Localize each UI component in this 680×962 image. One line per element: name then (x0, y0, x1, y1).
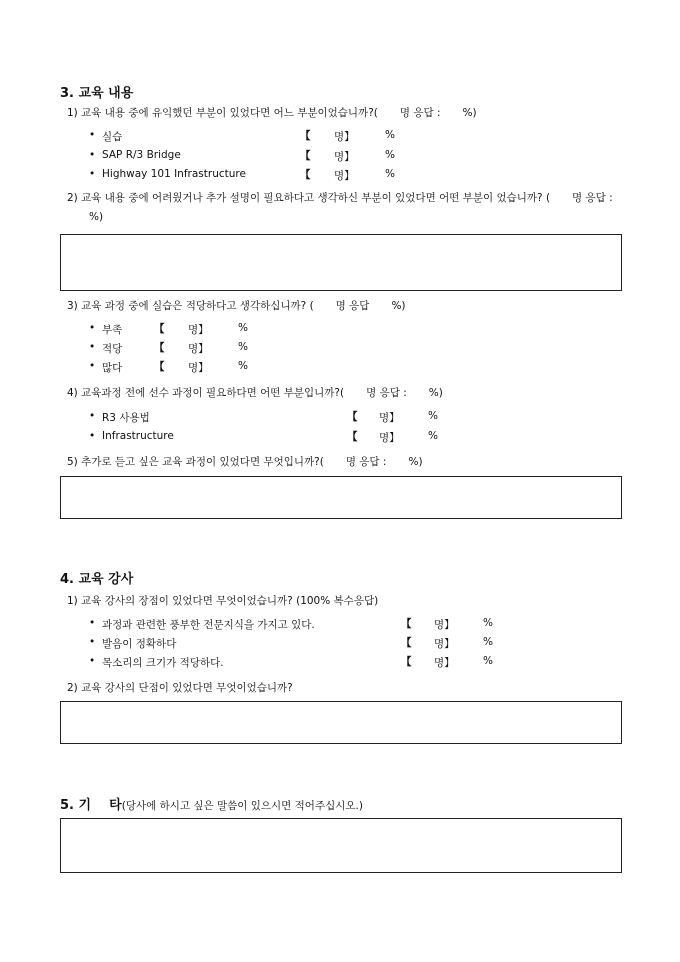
unit: 명】 (334, 170, 355, 182)
open-bracket: 【 (154, 342, 165, 354)
bullet: • (89, 322, 96, 334)
bullet: • (89, 129, 96, 141)
unit: 명】 (379, 412, 400, 424)
unit: 명】 (434, 638, 455, 650)
s3-question-5 (67, 454, 423, 469)
open-bracket: 【 (300, 150, 311, 162)
item-label: 부족 (102, 324, 123, 336)
q-mid: 명 응답 : (345, 456, 387, 468)
unit: 명】 (188, 343, 209, 355)
percent: % (428, 410, 438, 422)
bullet: • (89, 360, 96, 372)
q-prefix: 4) 교육과정 전에 선수 과정이 필요하다면 어떤 부분입니까?( (67, 387, 345, 399)
s3-question-4 (67, 385, 443, 400)
section-5-title (60, 794, 363, 813)
q-mid: 명 응답 : (366, 387, 407, 399)
s5-answer-box[interactable] (60, 818, 622, 873)
item-label: 과정과 관련한 풍부한 전문지식을 가지고 있다. (102, 619, 315, 631)
percent: % (483, 655, 493, 667)
percent: % (238, 341, 248, 353)
q-suffix: %) (408, 456, 423, 468)
bullet: • (89, 149, 96, 161)
percent: % (238, 322, 248, 334)
unit: 명】 (379, 432, 400, 444)
q-prefix: 5) 추가로 듣고 싶은 교육 과정이 있었다면 무엇입니까?( (67, 456, 324, 468)
bullet: • (89, 617, 96, 629)
bullet: • (89, 430, 96, 442)
q-suffix: %) (462, 107, 477, 119)
section-4-title: 4. 교육 강사 (60, 572, 134, 587)
q-suffix: %) (391, 300, 406, 312)
s4-question-2: 2) 교육 강사의 단점이 있었다면 무엇이었습니까? (67, 682, 293, 694)
bullet: • (89, 410, 96, 422)
open-bracket: 【 (401, 637, 412, 649)
open-bracket: 【 (300, 130, 311, 142)
percent: % (385, 168, 395, 180)
open-bracket: 【 (300, 169, 311, 181)
q-prefix: 2) 교육 내용 중에 어려웠거나 추가 설명이 필요하다고 생각하신 부분이 있었다면 어떤 부분이 었습니까? ( (67, 192, 551, 204)
bullet: • (89, 168, 96, 180)
open-bracket: 【 (401, 618, 412, 630)
section-3-title: 3. 교육 내용 (60, 86, 134, 101)
percent: % (385, 129, 395, 141)
q-prefix: 1) 교육 내용 중에 유익했던 부분이 있었다면 어느 부분이었습니까?( (67, 107, 378, 119)
percent: % (238, 360, 248, 372)
open-bracket: 【 (347, 431, 358, 443)
s3-q5-answer-box[interactable] (60, 476, 622, 519)
unit: 명】 (434, 619, 455, 631)
open-bracket: 【 (154, 323, 165, 335)
item-label: R3 사용법 (102, 412, 150, 424)
item-label: 목소리의 크기가 적당하다. (102, 657, 224, 669)
item-label: Infrastructure (102, 430, 174, 442)
q-mid: 명 응답 : (572, 192, 613, 204)
bullet: • (89, 655, 96, 667)
unit: 명】 (434, 657, 455, 669)
q-suffix: %) (89, 211, 104, 223)
open-bracket: 【 (154, 361, 165, 373)
percent: % (428, 430, 438, 442)
percent: % (385, 149, 395, 161)
open-bracket: 【 (401, 656, 412, 668)
percent: % (483, 636, 493, 648)
bullet: • (89, 341, 96, 353)
unit: 명】 (334, 151, 355, 163)
item-label: Highway 101 Infrastructure (102, 168, 246, 180)
item-label: SAP R/3 Bridge (102, 149, 181, 161)
q-prefix: 3) 교육 과정 중에 실습은 적당하다고 생각하십니까? ( (67, 300, 314, 312)
s3-question-1 (67, 105, 477, 120)
unit: 명】 (334, 131, 355, 143)
open-bracket: 【 (347, 411, 358, 423)
s3-question-2 (67, 189, 627, 227)
item-label: 실습 (102, 131, 123, 143)
unit: 명】 (188, 324, 209, 336)
s3-question-3 (67, 298, 406, 313)
unit: 명】 (188, 362, 209, 374)
s4-q2-answer-box[interactable] (60, 701, 622, 744)
item-label: 적당 (102, 343, 123, 355)
section-5-heading: 5. 기 타 (60, 798, 122, 813)
s4-question-1: 1) 교육 강사의 장점이 있었다면 무엇이었습니까? (100% 복수응답) (67, 595, 379, 607)
item-label: 많다 (102, 362, 123, 374)
bullet: • (89, 636, 96, 648)
q-mid: 명 응답 : (399, 107, 441, 119)
q-mid: 명 응답 (335, 300, 370, 312)
s3-q2-answer-box[interactable] (60, 234, 622, 291)
item-label: 발음이 정확하다 (102, 638, 177, 650)
section-5-note: (당사에 하시고 싶은 말씀이 있으시면 적어주십시오.) (121, 800, 363, 812)
percent: % (483, 617, 493, 629)
q-suffix: %) (428, 387, 443, 399)
